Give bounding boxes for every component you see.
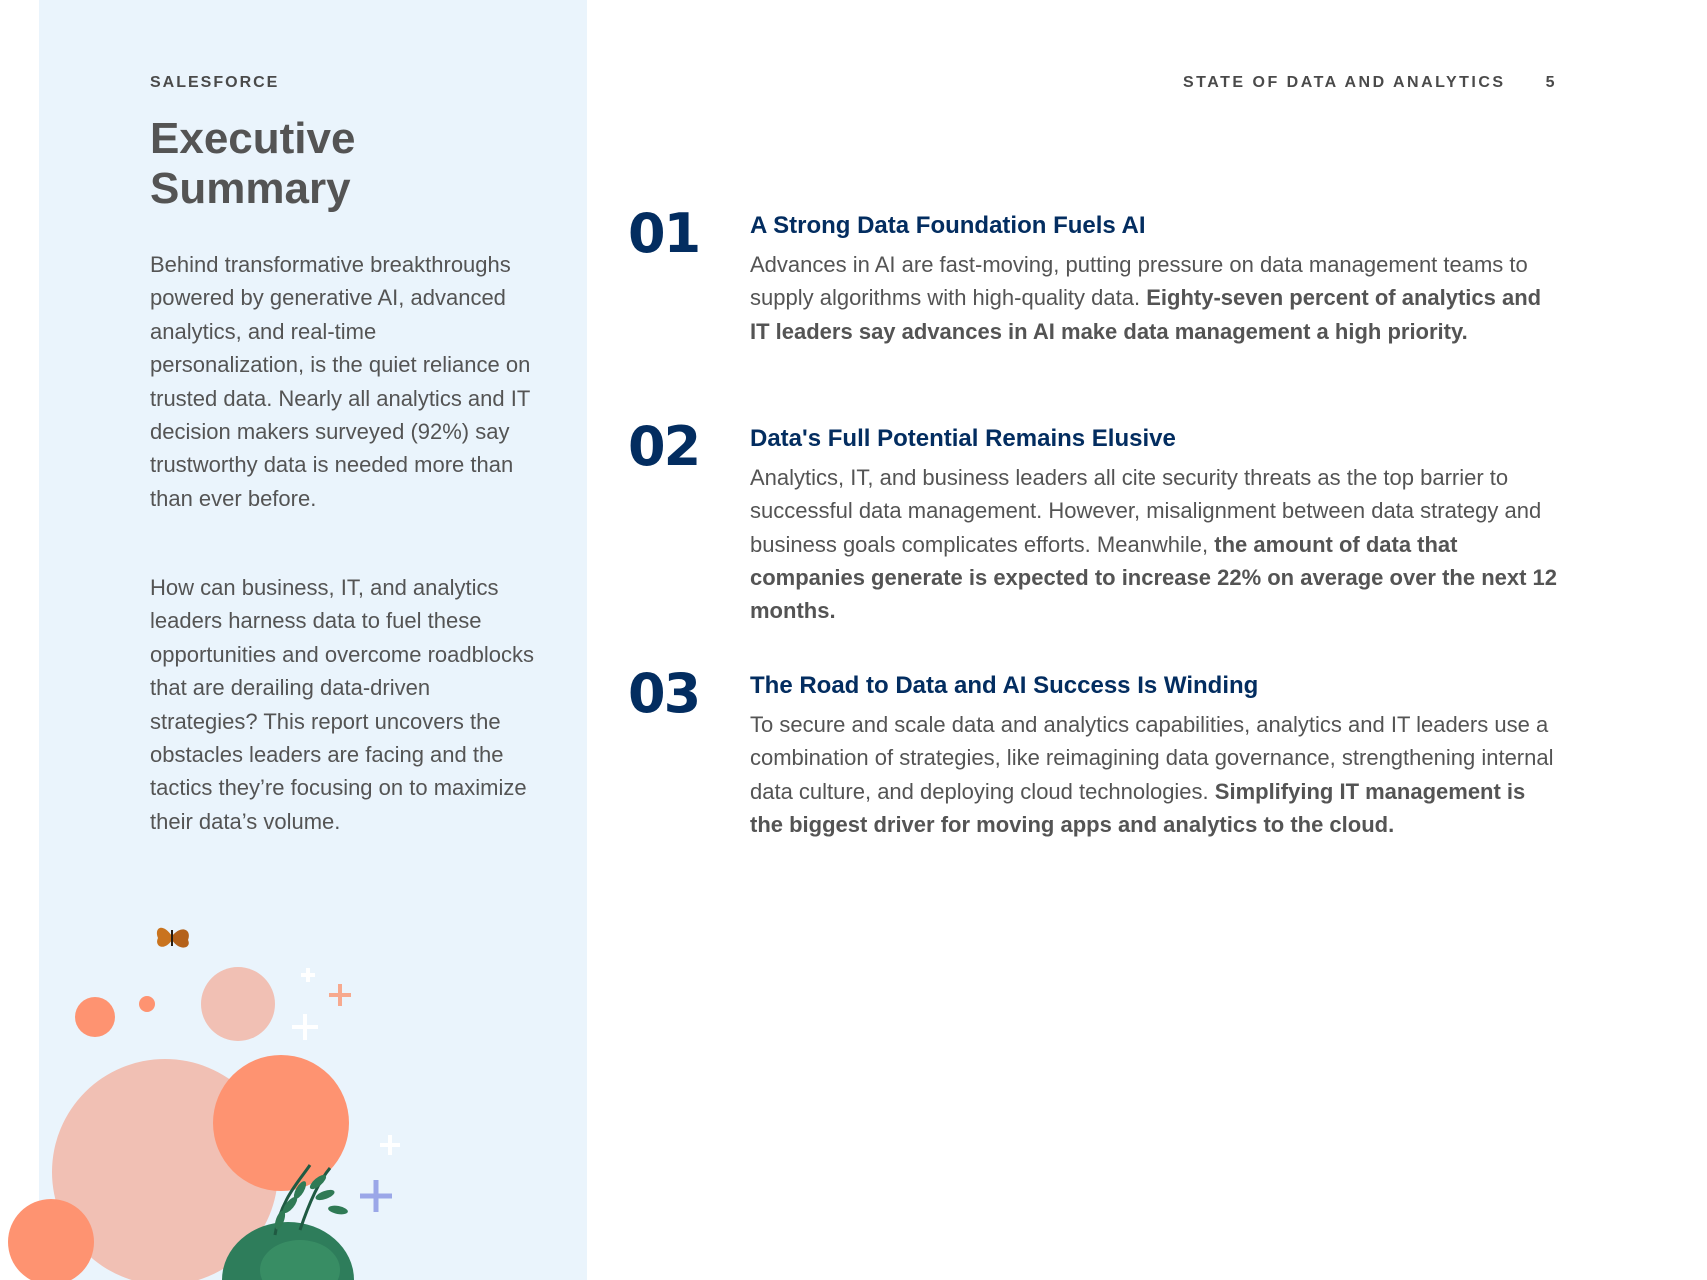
section-body-text: To secure and scale data and analytics capabilities, analytics and IT leaders use a combination of strategies, like reimagining data governance, strengthening internal data culture, and deploying cloud technologies.: [750, 712, 1554, 804]
section-number: 03: [628, 662, 700, 725]
page-number: 5: [1545, 74, 1557, 91]
butterfly-icon: [157, 928, 189, 948]
plus-icon: [360, 1180, 392, 1212]
report-header: [1183, 74, 1557, 92]
intro-paragraph-1: Behind transformative breakthroughs powered by generative AI, advanced analytics, and real-time personalization, is the quiet reliance on trusted data. Nearly all analytics and IT decision makers surveyed (92%) say trustworthy data is needed more than than ever before.: [150, 252, 531, 511]
section-title: Data's Full Potential Remains Elusive: [750, 425, 1176, 452]
page-title: [150, 114, 390, 214]
section-number: 01: [628, 202, 700, 265]
intro-paragraph-2: How can business, IT, and analytics leaders harness data to fuel these opportunities and overcome roadblocks that are derailing data-driven strategies? This report uncovers the obstacles leaders are facing and the tactics they’re focusing on to maximize their data’s volume.: [150, 575, 535, 834]
section-number: 02: [628, 415, 700, 478]
section-title: The Road to Data and AI Success Is Winding: [750, 672, 1259, 699]
section-body-text: Analytics, IT, and business leaders all cite security threats as the top barrier to successful data management. However, misalignment between data strategy and business goals complicates efforts. Meanwhile,: [750, 465, 1542, 557]
plus-icon: [329, 984, 351, 1006]
circle-shape: [201, 967, 275, 1041]
decorative-illustration: [0, 900, 587, 1280]
section-body: [750, 461, 1560, 627]
section-body: [750, 708, 1560, 841]
section-body-highlight: the amount of data that companies generate is expected to increase 22% on average over the next 12 months.: [750, 531, 1558, 624]
section-title: A Strong Data Foundation Fuels AI: [750, 212, 1146, 239]
section-body-highlight: Eighty-seven percent of analytics and IT leaders say advances in AI make data management a high priority.: [750, 285, 1542, 344]
report-title: STATE OF DATA AND ANALYTICS: [1182, 74, 1506, 91]
section-body-text: Advances in AI are fast-moving, putting pressure on data management teams to supply algorithms with high-quality data.: [750, 252, 1528, 311]
page-title-text: Executive Summary: [150, 114, 356, 213]
circle-shape: [139, 996, 155, 1012]
section-body: [750, 248, 1560, 348]
brand-label: SALESFORCE: [150, 74, 280, 91]
circle-shape: [75, 997, 115, 1037]
section-body-highlight: Simplifying IT management is the biggest driver for moving apps and analytics to the cloud.: [750, 778, 1526, 837]
